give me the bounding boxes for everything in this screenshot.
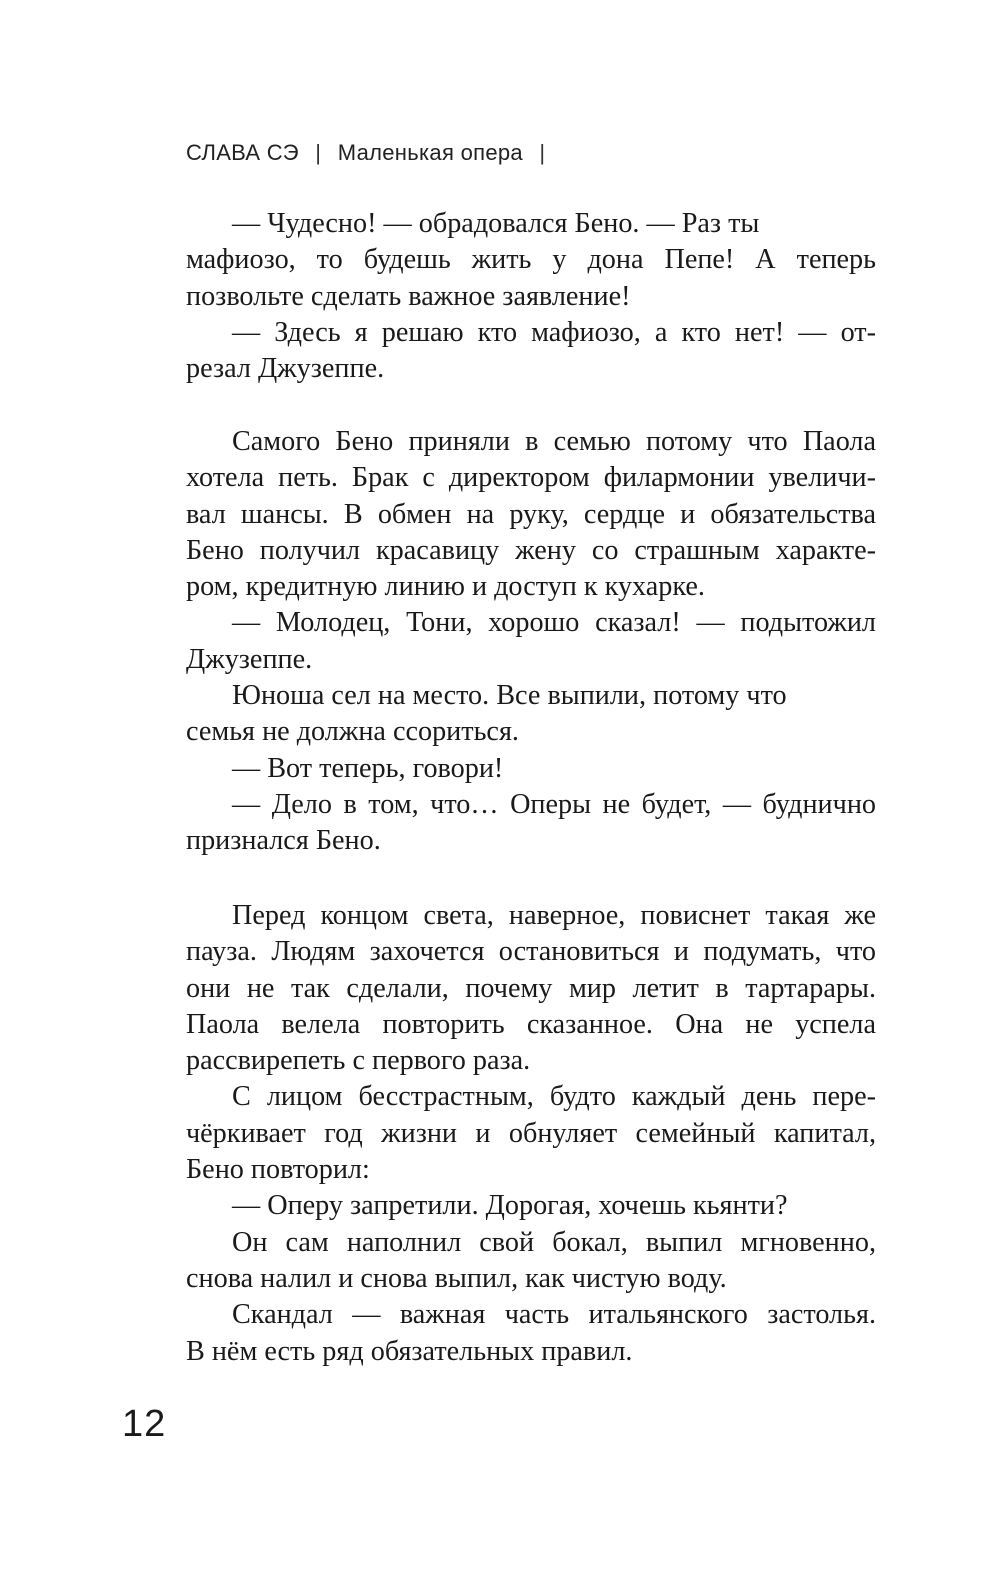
header-trailing-separator: | [539,140,546,165]
text-line: С лицом бесстрастным, будто каждый день пере- [232,1081,876,1113]
text-block-1 [186,206,876,387]
text-line: — Дело в том, что… Оперы не будет, — будничнo [232,788,876,820]
running-header [186,140,555,166]
text-line: Бено повторил: [186,1154,370,1186]
text-line: снова налил и снова выпил, как чистую воду. [186,1262,727,1294]
text-line: Он сам наполнил свой бокал, выпил мгновенно, [232,1226,876,1258]
text-line: Джузеппе. [186,643,313,675]
text-line: позвольте сделать важное заявление! [186,280,631,312]
text-line: признался Бено. [186,825,381,857]
header-separator: | [315,140,322,165]
text-line: резал Джузеппе. [186,353,385,385]
text-line: — Вот теперь, говори! [232,752,504,784]
text-line: мафиозо, то будешь жить у дона Пепе! А теперь [186,244,876,276]
header-author: СЛАВА СЭ [186,140,299,165]
text-line: — Здесь я решаю кто мафиозо, а кто нет! — от- [232,316,876,348]
text-line: хотела петь. Брак с директором филармонии увеличи- [186,462,876,494]
text-line: чёркивает год жизни и обнуляет семейный капитал, [186,1117,876,1149]
text-line: семья не должна ссориться. [186,716,519,748]
text-line: Самого Бено приняли в семью потому что Паола [232,426,876,457]
text-line: — Чудесно! — обрадовался Бено. — Раз ты [232,208,760,239]
text-line: — Молодец, Тони, хорошо сказал! — подытожил [232,607,876,639]
text-line: — Оперу запретили. Дорогая, хочешь кьянти? [232,1190,788,1222]
text-line: ром, кредитную линию и доступ к кухарке. [186,571,705,603]
header-book-title: Маленькая опера [337,140,523,165]
text-line: рассвирепеть с первого раза. [186,1045,531,1077]
text-line: пауза. Людям захочется остановиться и подумать, что [186,936,876,968]
text-line: Юноша сел на место. Все выпили, потому что [232,680,787,712]
text-line: Паола велела повторить сказанное. Она не успела [186,1008,876,1040]
text-block-3 [186,898,876,1370]
text-line: они не так сделали, почему мир летит в тартарары. [186,972,876,1004]
text-line: Скандал — важная часть итальянского застолья. [232,1299,876,1331]
text-line: Бено получил красавицу жену со страшным характе- [186,534,876,566]
text-line: вал шансы. В обмен на руку, сердце и обязательства [186,498,876,530]
text-line: В нём есть ряд обязательных правил. [186,1335,633,1367]
text-block-2 [186,424,876,860]
text-line: Перед концом света, наверное, повиснет такая же [232,900,876,931]
page-number: 12 [122,1403,167,1445]
